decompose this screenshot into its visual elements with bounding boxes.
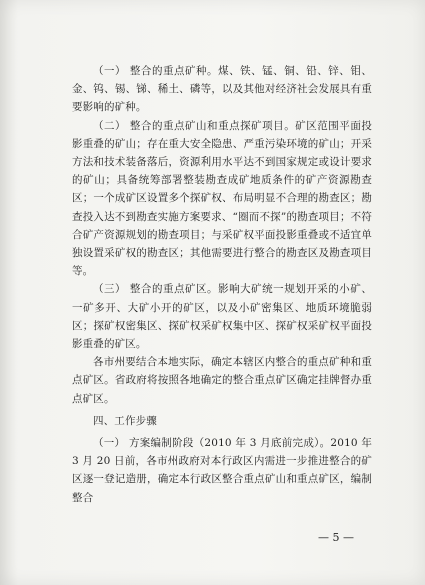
paragraph-plan-stage: （一） 方案编制阶段（2010 年 3 月底前完成）。2010 年 3 月 20 日前，各市州政府对本行政区内需进一步推进整合的矿区逐一登记造册，确定本行政区整合重点矿山和重点矿区，编制整合 bbox=[72, 437, 372, 504]
document-body bbox=[72, 62, 372, 507]
paragraph-key-mining-areas: （三） 整合的重点矿区。影响大矿统一规划开采的小矿、一矿多开、大矿小开的矿区，以及小矿密集区、地质环境脆弱区；探矿权密集区、探矿权采矿权集中区、探矿权采矿权平面投影重叠的矿区。 bbox=[72, 283, 372, 351]
paragraph-key-mines: （二） 整合的重点矿山和重点探矿项目。矿区范围平面投影重叠的矿山；存在重大安全隐患、严重污染环境的矿山；开采方法和技术装备落后，资源利用水平达不到国家规定或设计要求的矿山；具备统筹部署整装勘查成矿地质条件的矿产资源勘查区；一个成矿区设置多个探矿权、布局明显不合理的勘查区；勘查投入达不到勘查实施方案要求、“圈而不探”的勘查项目；不符合矿产资源规划的勘查项目；与采矿权平面投影重叠或不适宜单独设置采矿权的勘查区；其他需要进行整合的勘查区及勘查项目等。 bbox=[72, 119, 372, 278]
section-heading: 四、工作步骤 bbox=[93, 414, 157, 427]
paragraph-local-implementation: 各市州要结合本地实际，确定本辖区内整合的重点矿种和重点矿区。省政府将按照各地确定的整合重点矿区确定挂牌督办重点矿区。 bbox=[72, 356, 372, 405]
page-number: — 5 — bbox=[318, 531, 354, 544]
paragraph-key-minerals: （一） 整合的重点矿种。煤、铁、锰、铜、铅、锌、钼、金、钨、锡、锑、稀土、磷等，以及其他对经济社会发展具有重要影响的矿种。 bbox=[72, 65, 372, 114]
